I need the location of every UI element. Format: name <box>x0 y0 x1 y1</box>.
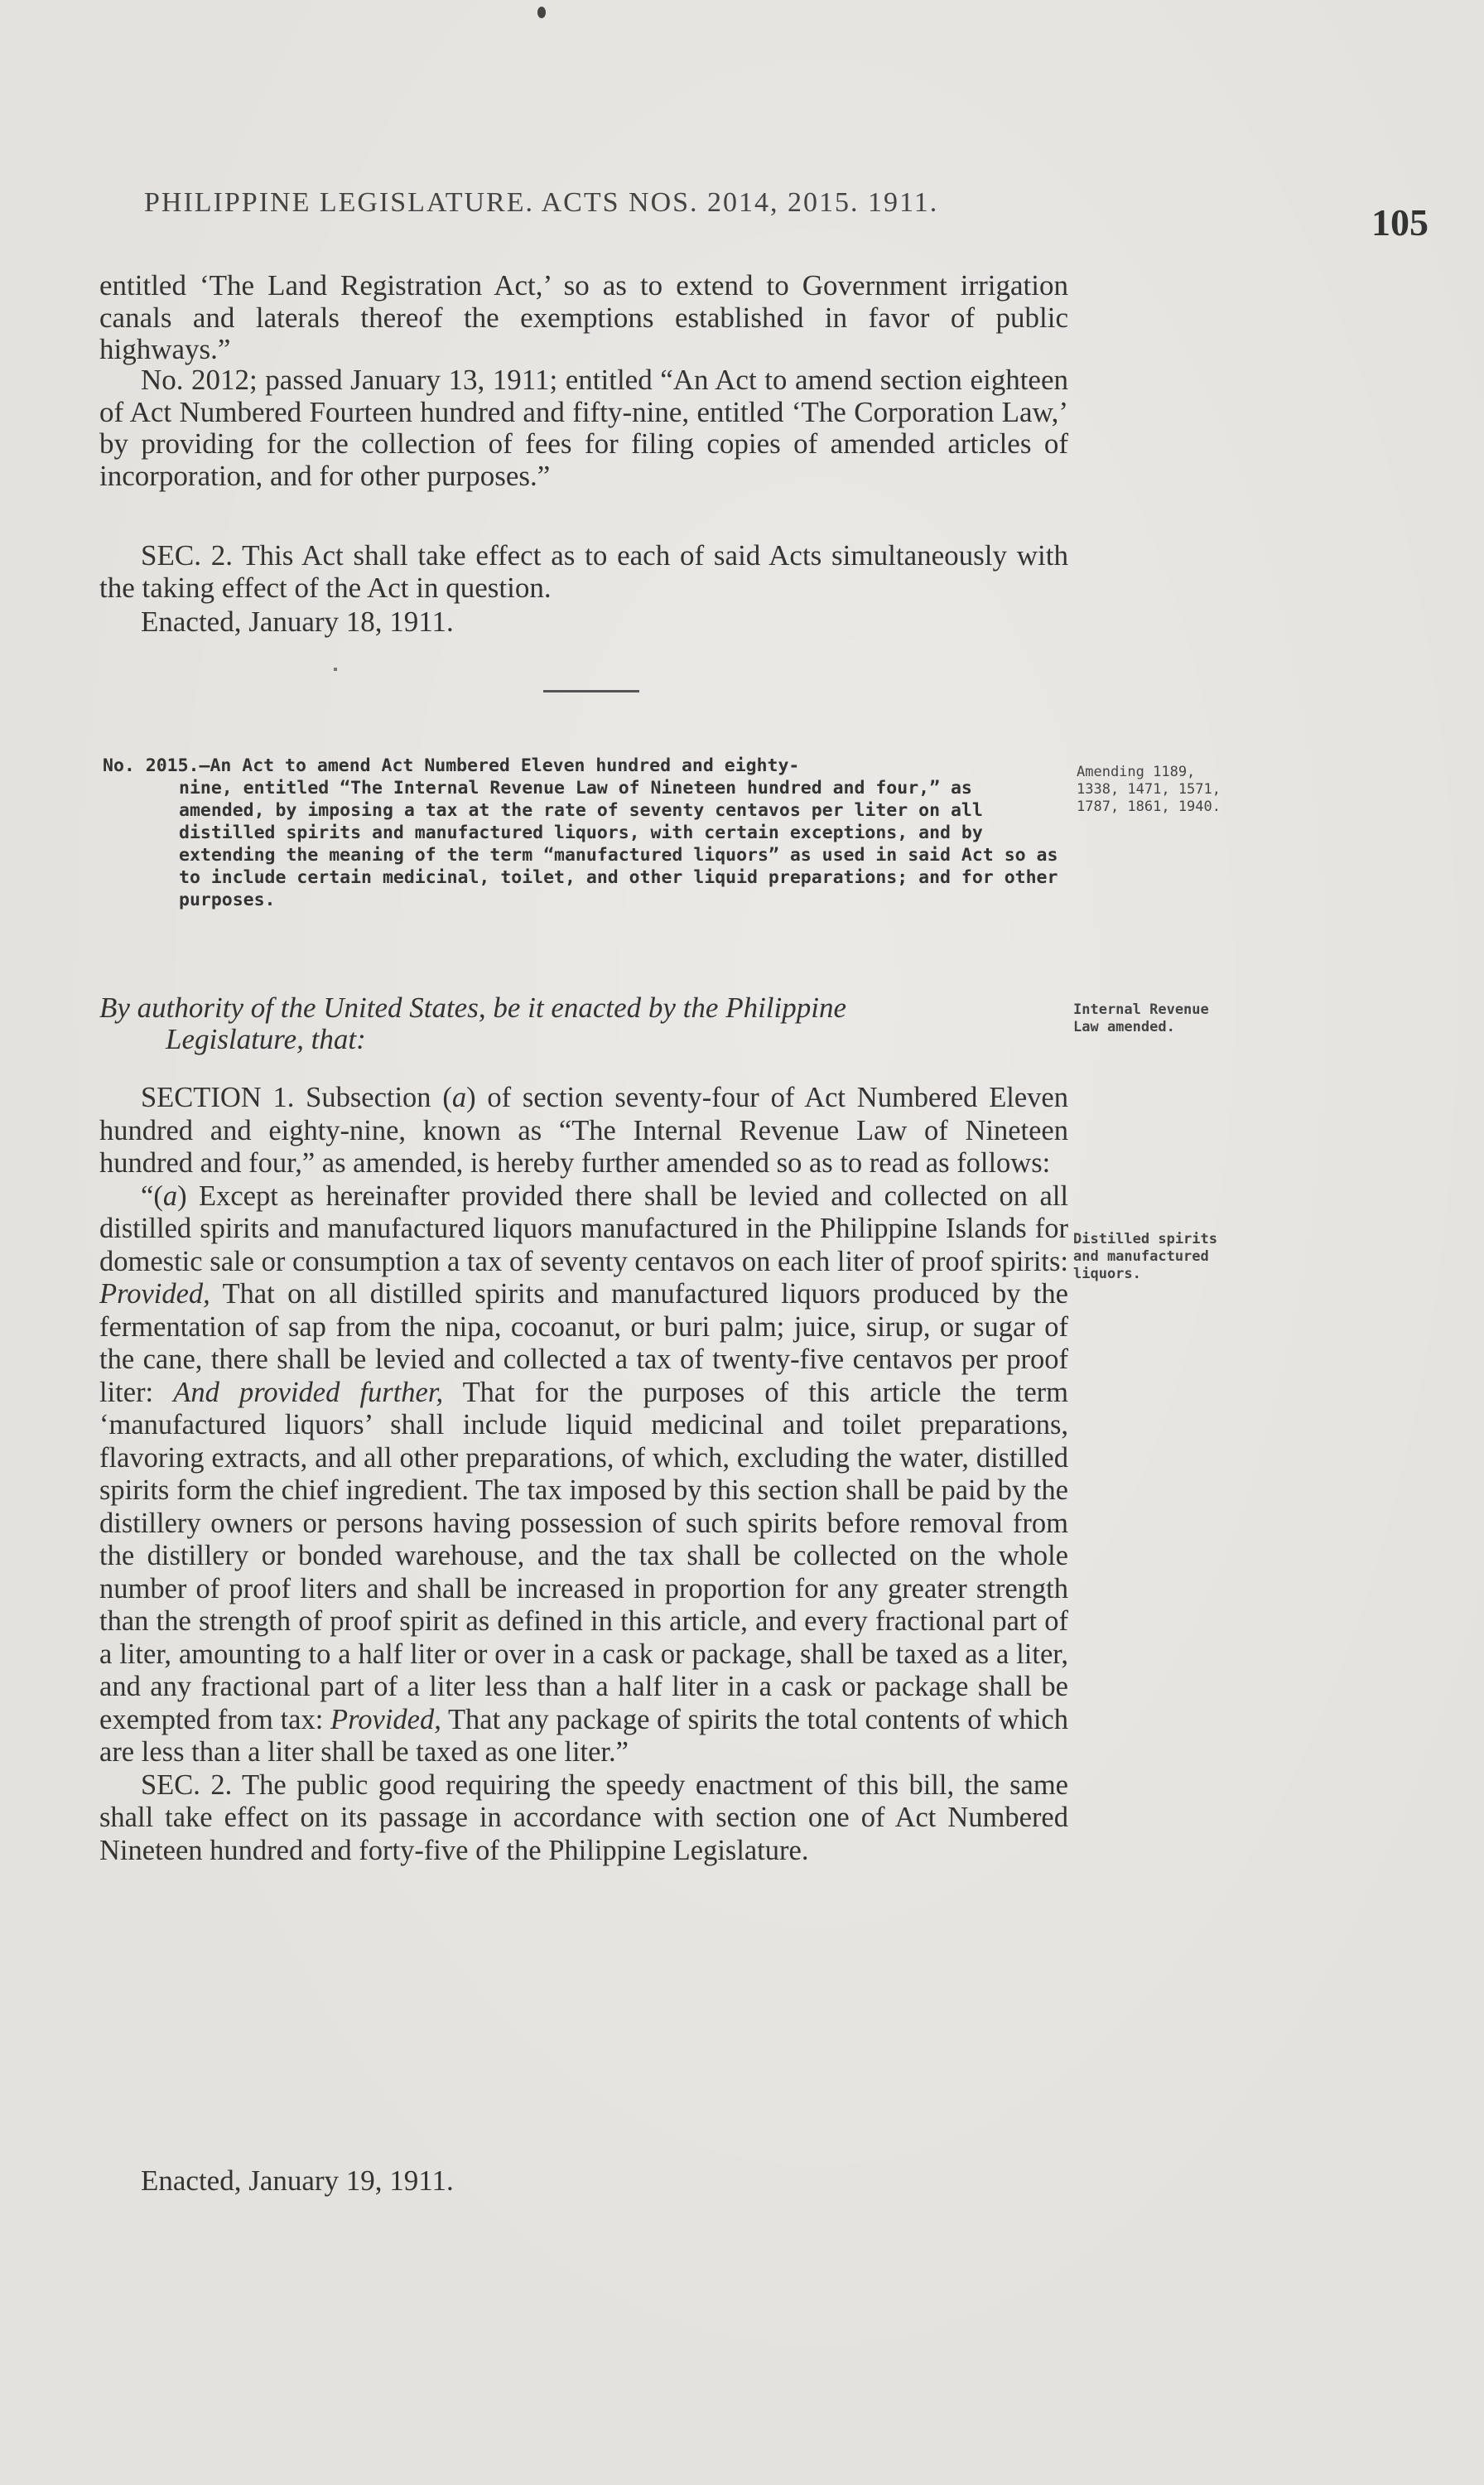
quote-open: “( <box>141 1180 163 1212</box>
section-text: The public good requiring the speedy enactment of this bill, the same shall take effect on its passage in accordance with section one of Act Numbered Nineteen hundred and forty-five of the Philippine Legislature. <box>99 1768 1068 1866</box>
section-2-paragraph <box>99 1769 1068 1868</box>
margin-note-internal-revenue: Internal Revenue Law amended. <box>1073 1001 1209 1035</box>
section-1-paragraph <box>99 1082 1068 1180</box>
section-label: SEC. 2. <box>141 539 233 572</box>
act2015-enacted: Enacted, January 19, 1911. <box>141 2164 454 2197</box>
section-text: This Act shall take effect as to each of said Acts simultaneously with the taking effect of the Act in question. <box>99 539 1068 604</box>
section-label: SECTION 1. <box>141 1082 295 1113</box>
paragraph-text: entitled ‘The Land Registration Act,’ so as to extend to Government irrigation canals and laterals thereof the exemptions established in favor of public highways.” <box>99 269 1068 365</box>
page-number: 105 <box>1371 201 1429 244</box>
running-header: PHILIPPINE LEGISLATURE. ACTS NOS. 2014, 2015. 1911. <box>144 187 939 218</box>
quote-text: That any package of spirits the total contents of which are less than a liter shall be taxed as one liter.” <box>99 1703 1068 1768</box>
act2015-heading <box>103 755 1062 911</box>
section-divider <box>543 690 639 692</box>
section-text: Subsection ( <box>306 1082 452 1113</box>
paragraph-text: No. 2012; passed January 13, 1911; entitled “An Act to amend section eighteen of Act Numbered Fourteen hundred and fifty-nine, entitled ‘The Corporation Law,’ by providing for the collection of fees for filing copies of amended articles of incorporation, and for other purposes.” <box>99 364 1068 492</box>
ink-dot <box>537 7 546 18</box>
quote-text: That on all distilled spirits and manufactured liquors produced by the fermentation of sap from the nipa, cocoanut, or buri palm; juice, sirup, or sugar of the cane, there shall be levied and collected a tax of twenty-five centavos per proof liter: <box>99 1278 1068 1408</box>
enacting-clause <box>99 992 1068 1055</box>
enacting-line-1: By authority of the United States, be it enacted by the Philippine <box>99 992 847 1024</box>
section-label: SEC. 2. <box>141 1768 233 1801</box>
margin-note-amending: Amending 1189, 1338, 1471, 1571, 1787, 1861, 1940. <box>1077 764 1221 815</box>
act2014-paragraph-1 <box>99 270 1068 366</box>
amended-text-paragraph <box>99 1180 1068 1769</box>
margin-note-distilled-spirits: Distilled spirits and manufactured liquors. <box>1073 1231 1217 1282</box>
subsection-letter: a <box>162 1180 178 1212</box>
act2015-body <box>99 1082 1068 1867</box>
subsection-letter: a <box>451 1082 467 1113</box>
enacting-line-2: Legislature, that: <box>166 1023 366 1055</box>
act2014-enacted <box>99 606 1068 639</box>
quote-text: ) Except as hereinafter provided there shall be levied and collected on all distilled spirits and manufactured liquors manufactured in the Philippine Islands for domestic sale or consumption a tax of seventy centavos on each liter of proof spirits: <box>99 1180 1068 1277</box>
proviso: Provided, <box>99 1278 210 1310</box>
stray-mark <box>334 668 337 671</box>
proviso: Provided, <box>330 1703 441 1735</box>
heading-rest: nine, entitled “The Internal Revenue Law of Nineteen hundred and four,” as amended, by imposing a tax at the rate of seventy centavos per liter on all distilled spirits and manufactured liquors, with certain exceptions, and by extending the meaning of the term “manufactured liquors” as used in said Act so as to include certain medicinal, toilet, and other liquid preparations; and for other purposes. <box>179 778 1058 910</box>
heading-line-1: No. 2015.—An Act to amend Act Numbered Eleven hundred and eighty- <box>103 755 800 776</box>
act2014-section-2 <box>99 540 1068 604</box>
section-text: ) of section seventy-four of Act Numbered Eleven hundred and eighty-nine, known as “The Internal Revenue Law of Nineteen hundred and four,” as amended, is hereby further amended so as to read as follows: <box>99 1082 1068 1179</box>
quote-text: That for the purposes of this article the term ‘manufactured liquors’ shall include liquid medicinal and toilet preparations, flavoring extracts, and all other preparations, of which, excluding the water, distilled spirits form the chief ingredient. The tax imposed by this section shall be paid by the distillery owners or persons having possession of such spirits before removal from the distillery or bonded warehouse, and the tax shall be collected on the whole number of proof liters and shall be increased in proportion for any greater strength than the strength of proof spirit as defined in this article, and every fractional part of a liter, amounting to a half liter or over in a cask or package, shall be taxed as a liter, and any fractional part of a liter less than a half liter in a cask or package shall be exempted from tax: <box>99 1376 1068 1735</box>
enacted-date: Enacted, January 18, 1911. <box>141 606 454 638</box>
proviso: And provided further, <box>173 1376 444 1408</box>
act2014-paragraph-2 <box>99 364 1068 492</box>
